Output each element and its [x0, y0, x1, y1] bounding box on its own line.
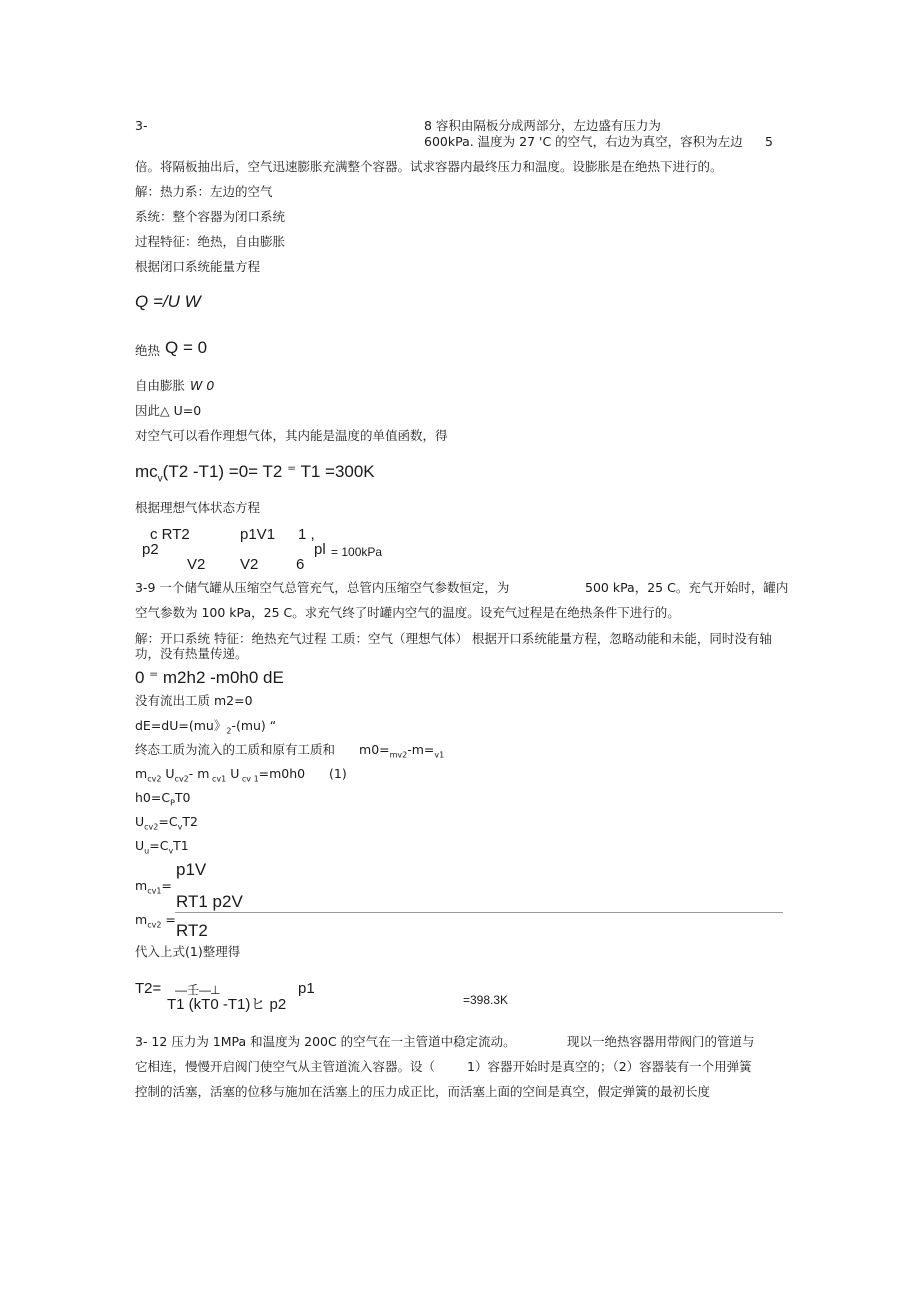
- solution-line: 绝热: [135, 343, 161, 358]
- solution-line: $U_{cv2}=C_vT2$: [135, 814, 198, 832]
- problem-text: 空气参数为 100 kPa，25 C。求充气终了时罐内空气的温度。设充气过程是在绝热条件下进行的。: [135, 605, 680, 620]
- result-equation: —壬—: [175, 983, 212, 997]
- equation-1: $m_{cv2}$ $U_{cv2}-$ m $_{cv1}$ U $_{cv 1}$=m0h0: [135, 766, 306, 784]
- fraction-numerator: c RT2: [150, 526, 190, 543]
- solution-line: $h0=C_PT0$: [135, 790, 191, 808]
- solution-line: 解：开口系统 特征：绝热充气过程 工质：空气（理想气体） 根据开口系统能量方程，忽略动能和未能，同时没有轴: [135, 631, 772, 646]
- problem-number: 3-: [135, 118, 148, 133]
- problem-text: 现以一绝热容器用带阀门的管道与: [567, 1034, 755, 1049]
- mass-label: $m_{cv2}$ =: [135, 912, 176, 930]
- equation: W 0: [190, 378, 215, 393]
- solution-line: 终态工质为流入的工质和原有工质和 $m0=_{mv2}-m=_{v1}$: [135, 742, 445, 760]
- equation: Q = 0: [165, 338, 208, 357]
- solution-line: 功，没有热量传递。: [135, 646, 248, 661]
- result-equation: T2=: [135, 980, 162, 997]
- equation: pl: [314, 541, 326, 558]
- fraction-numerator: p1V1: [240, 526, 276, 543]
- solution-line: 对空气可以看作理想气体，其内能是温度的单值函数，得: [135, 428, 448, 443]
- solution-line: 根据闭口系统能量方程: [135, 259, 261, 274]
- solution-line: 解：热力系：左边的空气: [135, 184, 273, 199]
- result-equation: p1: [298, 980, 315, 997]
- equation: p2: [142, 541, 159, 558]
- equation-number: (1): [329, 766, 347, 781]
- problem-text: 3- 12 压力为 1MPa 和温度为 200C 的空气在一主管道中稳定流动。: [135, 1034, 516, 1049]
- mass-label: $m_{cv1}=$: [135, 878, 172, 896]
- pressure-result: = 100kPa: [331, 545, 383, 559]
- fraction-denominator: RT2: [176, 921, 208, 940]
- problem-text: 8 容积由隔板分成两部分，左边盛有压力为: [424, 118, 661, 133]
- problem-text: 倍。将隔板抽出后，空气迅速膨胀充满整个容器。试求容器内最终压力和温度。设膨胀是在绝热下进行的。: [135, 159, 723, 174]
- solution-line: 因此△ U=0: [135, 403, 202, 418]
- energy-equation: Q =/U W: [135, 292, 201, 311]
- problem-text: 600kPa. 温度为 27 'C 的空气，右边为真空，容积为左边: [424, 134, 743, 149]
- result-equation: T1 (kT0 -T1)ヒ p2: [167, 996, 287, 1013]
- fraction-line: RT1 p2V: [176, 892, 243, 911]
- solution-line: 系统：整个容器为闭口系统: [135, 209, 286, 224]
- problem-text: 它相连，慢慢开启阀门使空气从主管道流入容器。设（: [135, 1059, 436, 1074]
- temperature-equation: $mc_v(T2$ -T1) =0= T2 ⁼ T1 =300K: [135, 462, 375, 485]
- fraction-rule: [175, 912, 783, 913]
- fraction-denominator: 6: [296, 556, 305, 573]
- solution-line: 没有流出工质 m2=0: [135, 693, 253, 708]
- fraction-denominator: V2: [240, 556, 259, 573]
- problem-text: 500 kPa，25 C。充气开始时，罐内: [585, 580, 789, 595]
- solution-line: dE=dU=(mu》$_2$-(mu) “: [135, 718, 277, 736]
- result-equation: ⊥: [210, 983, 221, 997]
- solution-line: 过程特征：绝热，自由膨胀: [135, 234, 286, 249]
- fraction-denominator: V2: [187, 556, 206, 573]
- problem-text: 1）容器开始时是真空的；（2）容器装有一个用弹簧: [467, 1059, 752, 1074]
- problem-text: 3-9 一个储气罐从压缩空气总管充气，总管内压缩空气参数恒定，为: [135, 580, 510, 595]
- fraction-numerator: p1V: [176, 860, 207, 879]
- open-system-equation: 0 ⁼ m2h2 -m0h0 dE: [135, 668, 284, 687]
- solution-line: 自由膨胀: [135, 378, 186, 393]
- problem-text: 5: [765, 134, 773, 149]
- problem-text: 控制的活塞，活塞的位移与施加在活塞上的压力成正比，而活塞上面的空间是真空，假定弹簧的最初长度: [135, 1084, 711, 1099]
- solution-line: 根据理想气体状态方程: [135, 500, 261, 515]
- temperature-result: =398.3K: [463, 993, 509, 1007]
- solution-line: $U_u=C_vT1$: [135, 838, 189, 856]
- solution-line: 代入上式(1)整理得: [135, 944, 241, 959]
- fraction-numerator: 1 ,: [298, 526, 315, 543]
